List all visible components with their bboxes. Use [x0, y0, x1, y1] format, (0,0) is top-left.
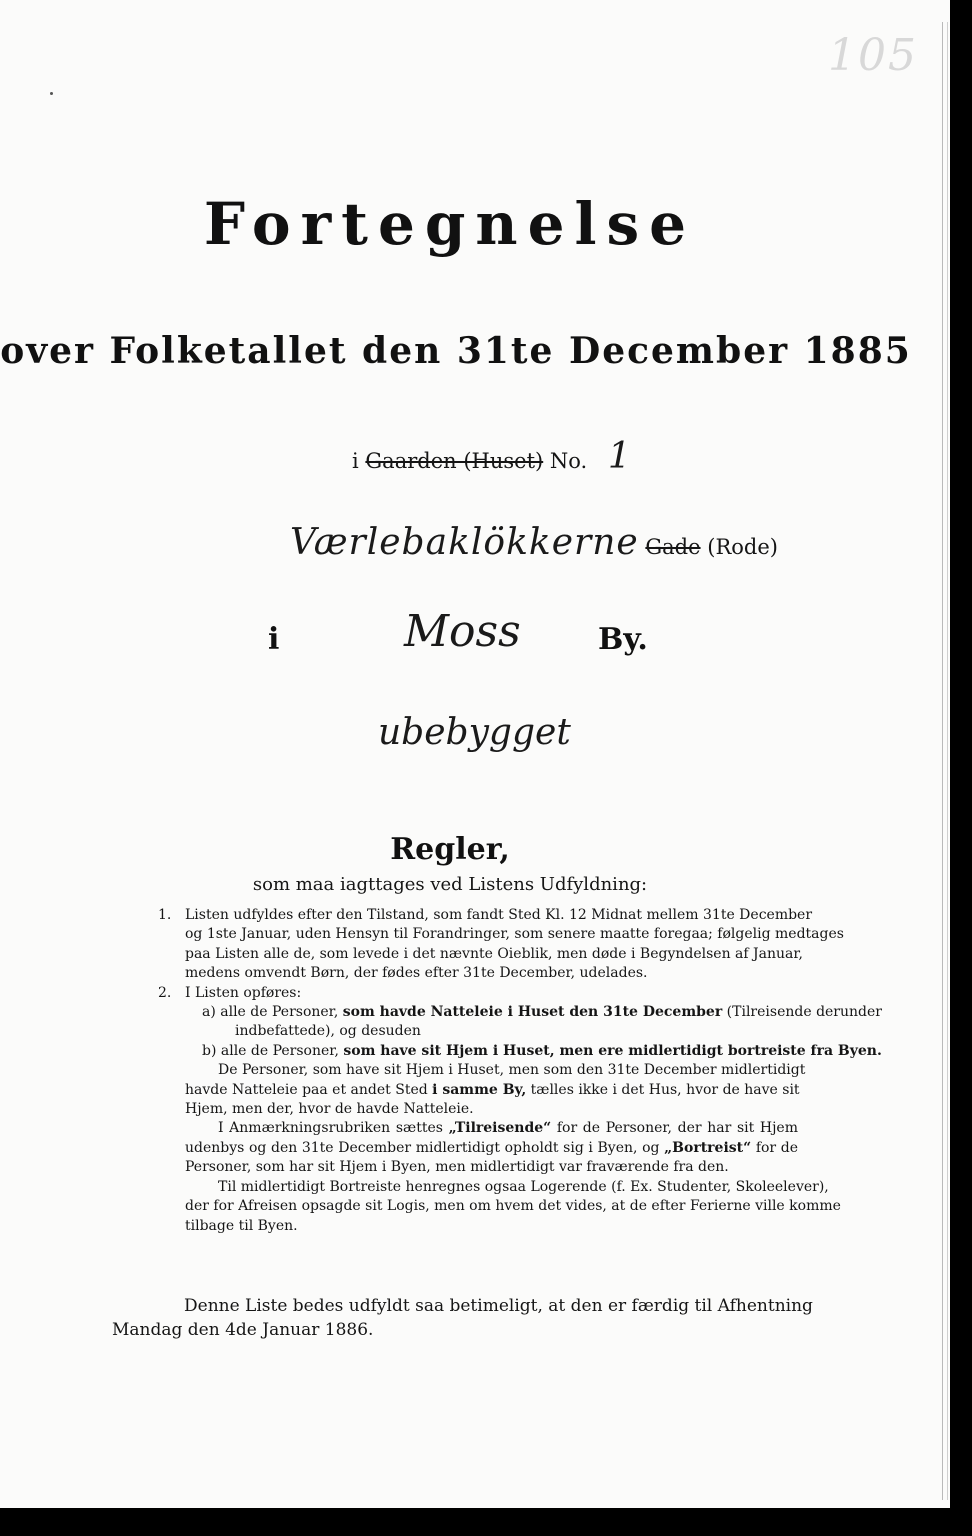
city-prefix: i	[268, 622, 280, 657]
form-subtitle: over Folketallet den 31te December 1885	[0, 330, 912, 372]
rule-1-line-1: 1. Listen udfyldes efter den Tilstand, som fandt Sted Kl. 12 Midnat mellem 31te December	[150, 906, 798, 925]
para-3-line-2: der for Afreisen opsagde sit Logis, men om hvem det vides, at de efter Ferierne ville komme	[185, 1198, 841, 1215]
city-line	[268, 606, 668, 662]
para-3-line-1: Til midlertidigt Bortreiste henregnes ogsaa Logerende (f. Ex. Studenter, Skoleelever),	[218, 1178, 829, 1195]
para-1-line-2: havde Natteleie paa et andet Sted i samme By, tælles ikke i det Hus, hvor de have sit	[185, 1081, 800, 1098]
rules-heading: Regler,	[390, 832, 510, 867]
rule-1-line-2: og 1ste Januar, uden Hensyn til Forandringer, som senere maatte foregaa; følgelig medtages	[185, 926, 844, 943]
street-struck-label: Gade	[645, 535, 701, 559]
house-line	[352, 436, 631, 477]
rule-1-line-3: paa Listen alle de, som levede i det nævnte Oieblik, men døde i Begyndelsen af Januar,	[185, 945, 803, 962]
rule-2-number: 2.	[158, 984, 172, 1001]
para-3-line-3: tilbage til Byen.	[185, 1217, 298, 1234]
footer-note	[112, 1294, 813, 1342]
para-2-line-1: I Anmærkningsrubriken sættes „Tilreisende“ for de Personer, der har sit Hjem	[218, 1120, 798, 1137]
rule-2b-line-1: b) alle de Personer, som have sit Hjem i Huset, men ere midlertidigt bortreiste fra Byen.	[202, 1042, 882, 1059]
rule-2-line-1: 2. I Listen opføres:	[150, 984, 798, 1003]
house-prefix: i	[352, 449, 359, 473]
rule-1-number: 1.	[158, 907, 172, 923]
footer-line-2: Mandag den 4de Januar 1886.	[112, 1320, 374, 1340]
page-number-mark: 105	[828, 30, 918, 81]
para-1-line-1: De Personer, som have sit Hjem i Huset, men som den 31te December midlertidigt	[218, 1062, 806, 1079]
rules-list	[150, 906, 882, 1236]
city-handwritten: Moss	[404, 606, 521, 657]
rule-2a-line-2: indbefattede), og desuden	[235, 1023, 421, 1040]
street-suffix: (Rode)	[707, 535, 778, 559]
street-handwritten: Værlebaklökkerne	[290, 522, 639, 563]
form-title: Fortegnelse	[203, 190, 697, 258]
street-line	[290, 522, 778, 563]
city-suffix: By.	[598, 622, 648, 657]
rule-2a-line-1: a) alle de Personer, som havde Natteleie i Huset den 31te December (Tilreisende derunder	[202, 1004, 882, 1021]
handwritten-note: ubebygget	[378, 712, 571, 753]
rule-1-line-4: medens omvendt Børn, der fødes efter 31te December, udelades.	[185, 965, 648, 982]
house-number-label: No.	[549, 449, 588, 473]
para-2-line-2: udenbys og den 31te December midlertidigt opholdt sig i Byen, og „Bortreist“ for de	[185, 1139, 798, 1156]
house-struck-label: Gaarden (Huset)	[365, 449, 544, 473]
house-number-handwritten: 1	[607, 436, 631, 477]
rules-subheading: som maa iagttages ved Listens Udfyldning:	[252, 874, 648, 895]
page-edge	[942, 22, 948, 1500]
para-1-line-3: Hjem, men der, hvor de havde Natteleie.	[185, 1101, 474, 1118]
para-2-line-3: Personer, som har sit Hjem i Byen, men midlertidigt var fraværende fra den.	[185, 1159, 729, 1176]
ink-dot	[50, 92, 53, 95]
footer-line-1: Denne Liste bedes udfyldt saa betimeligt, at den er færdig til Afhentning	[184, 1296, 813, 1316]
